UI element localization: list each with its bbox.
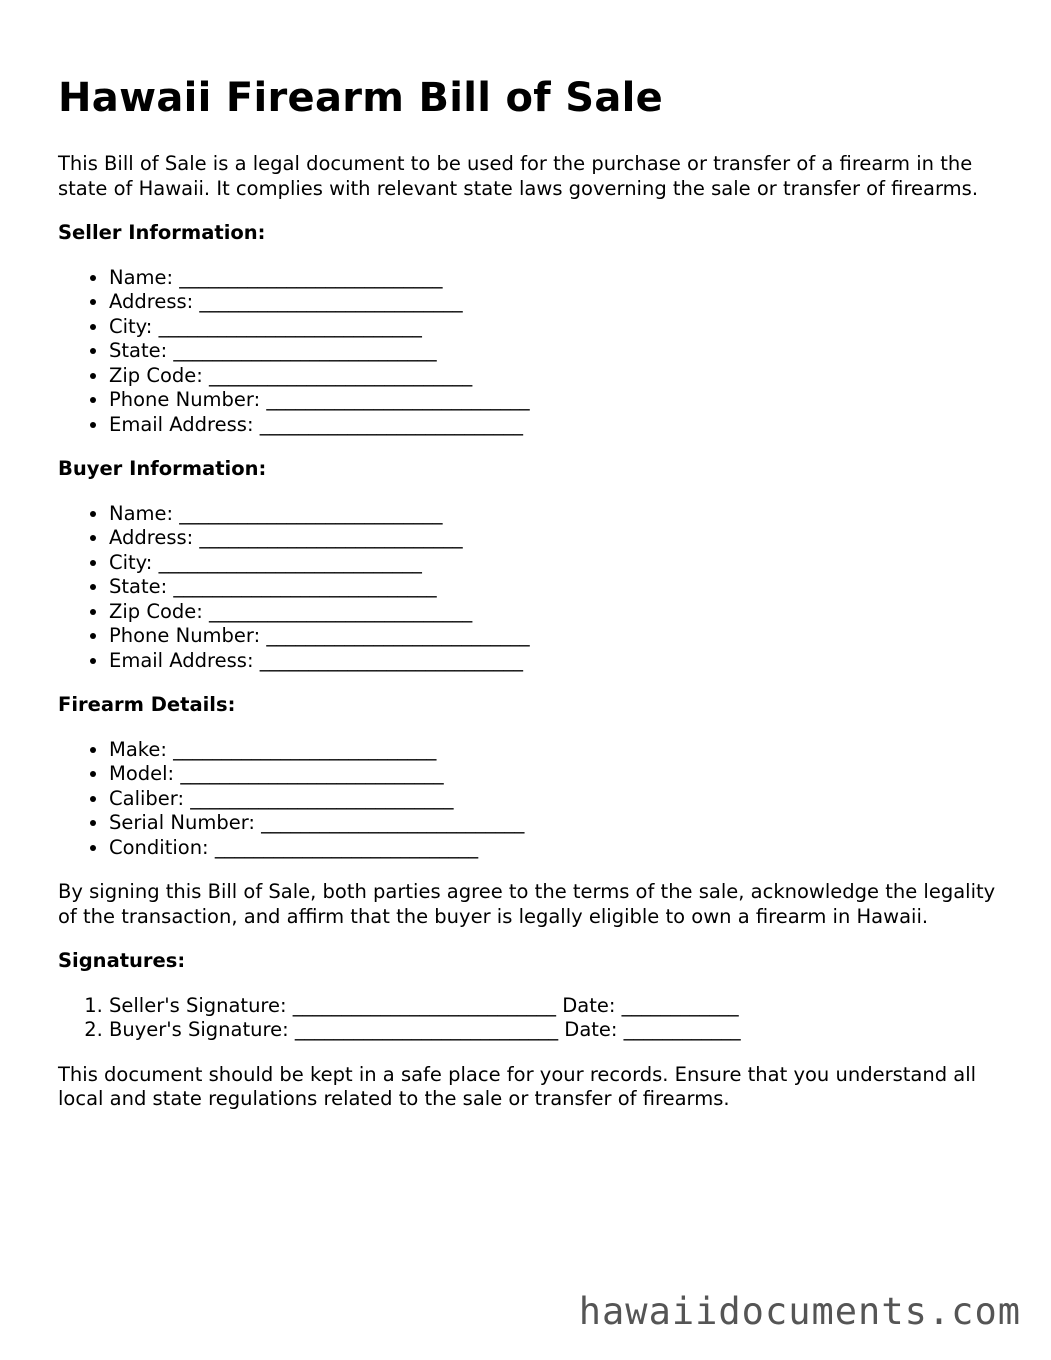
buyer-zip-field: • Zip Code: ___________________________: [109, 600, 998, 625]
closing-paragraph: This document should be kept in a safe place for your records. Ensure that you understand all local and state regulations related to the sale or transfer of firearms.: [58, 1062, 977, 1110]
buyer-email-field: • Email Address: ___________________________: [109, 649, 998, 674]
buyer-list: [58, 502, 998, 674]
firearm-make-field: • Make: ___________________________: [109, 738, 998, 763]
seller-signature-line: 1. Seller's Signature: ___________________________ Date: ____________: [109, 994, 998, 1019]
seller-zip-field: • Zip Code: ___________________________: [109, 364, 998, 389]
firearm-list: [58, 738, 998, 861]
buyer-state-field: • State: ___________________________: [109, 575, 998, 600]
firearm-heading: Firearm Details:: [58, 693, 236, 716]
watermark: hawaiidocuments.com: [578, 1290, 1021, 1333]
seller-state-field: • State: ___________________________: [109, 339, 998, 364]
seller-heading: Seller Information:: [58, 221, 266, 244]
signatures-heading: Signatures:: [58, 949, 186, 972]
seller-name-field: • Name: ___________________________: [109, 266, 998, 291]
buyer-city-field: • City: ___________________________: [109, 551, 998, 576]
intro-paragraph: This Bill of Sale is a legal document to be used for the purchase or transfer of a firearm in the state of Hawaii. It complies with relevant state laws governing the sale or transfer of firearms.: [58, 152, 979, 200]
seller-list: [58, 266, 998, 438]
seller-city-field: • City: ___________________________: [109, 315, 998, 340]
buyer-signature-line: 2. Buyer's Signature: ___________________________ Date: ____________: [109, 1018, 998, 1043]
agreement-paragraph: By signing this Bill of Sale, both parties agree to the terms of the sale, acknowledge the legality of the transaction, and affirm that the buyer is legally eligible to own a firearm in Hawaii.: [58, 880, 996, 928]
buyer-name-field: • Name: ___________________________: [109, 502, 998, 527]
seller-phone-field: • Phone Number: ___________________________: [109, 388, 998, 413]
document-title: Hawaii Firearm Bill of Sale: [58, 75, 664, 121]
signatures-list: [58, 994, 998, 1043]
buyer-address-field: • Address: ___________________________: [109, 526, 998, 551]
firearm-condition-field: • Condition: ___________________________: [109, 836, 998, 861]
seller-address-field: • Address: ___________________________: [109, 290, 998, 315]
buyer-heading: Buyer Information:: [58, 457, 267, 480]
document-page: [58, 70, 998, 1132]
buyer-phone-field: • Phone Number: ___________________________: [109, 624, 998, 649]
firearm-model-field: • Model: ___________________________: [109, 762, 998, 787]
seller-email-field: • Email Address: ___________________________: [109, 413, 998, 438]
firearm-caliber-field: • Caliber: ___________________________: [109, 787, 998, 812]
firearm-serial-field: • Serial Number: ___________________________: [109, 811, 998, 836]
